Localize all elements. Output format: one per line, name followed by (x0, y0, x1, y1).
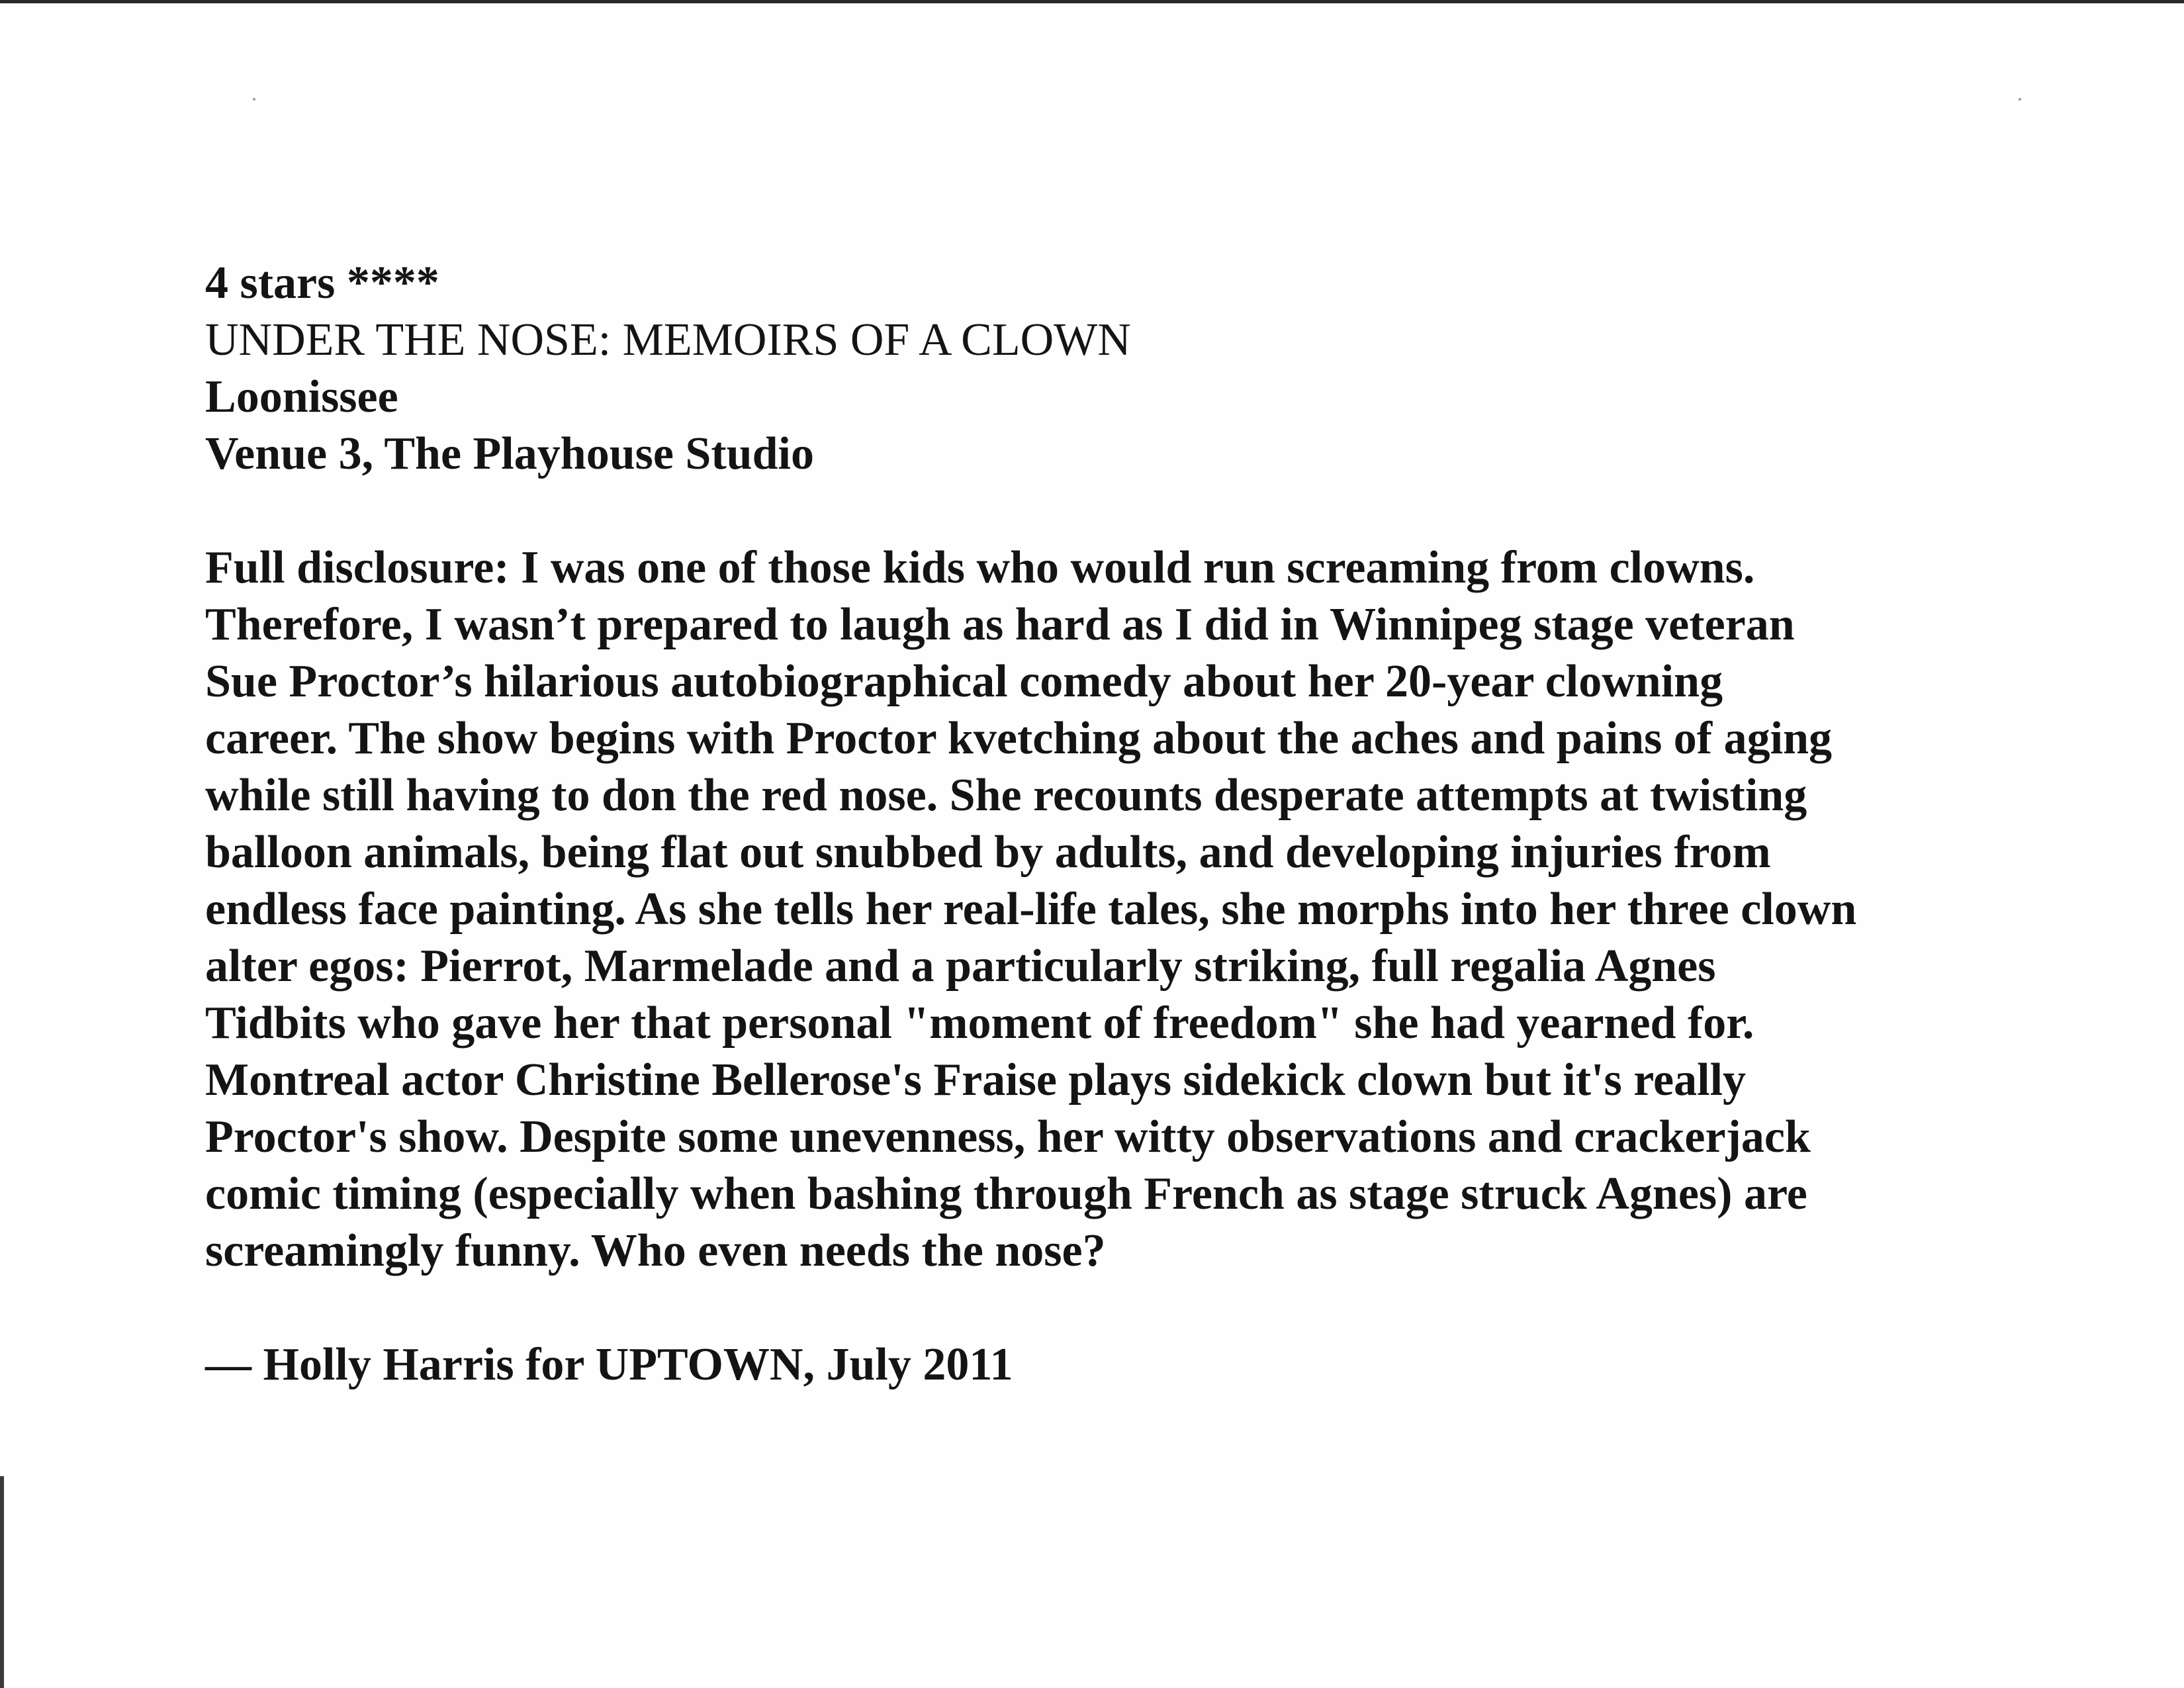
body-line: comic timing (especially when bashing through French as stage struck Agnes) are (205, 1168, 1807, 1219)
body-line: Therefore, I wasn’t prepared to laugh as hard as I did in Winnipeg stage veteran (205, 599, 1795, 650)
body-line: while still having to don the red nose. She recounts desperate attempts at twisting (205, 770, 1807, 821)
body-line: Sue Proctor’s hilarious autobiographical comedy about her 20-year clowning (205, 656, 1723, 707)
body-line: Montreal actor Christine Bellerose's Fraise plays sidekick clown but it's really (205, 1055, 1747, 1105)
scan-top-edge (0, 0, 2184, 3)
body-line: screamingly funny. Who even needs the nose? (205, 1225, 1106, 1276)
venue-line: Venue 3, The Playhouse Studio (205, 428, 814, 479)
show-title: UNDER THE NOSE: MEMOIRS OF A CLOWN (205, 314, 1131, 365)
body-line: Proctor's show. Despite some unevenness, her witty observations and crackerjack (205, 1111, 1811, 1162)
body-line: Tidbits who gave her that personal "moment of freedom" she had yearned for. (205, 998, 1754, 1049)
body-line: Full disclosure: I was one of those kids who would run screaming from clowns. (205, 542, 1755, 593)
scan-speck (2019, 98, 2021, 101)
body-line: alter egos: Pierrot, Marmelade and a particularly striking, full regalia Agnes (205, 941, 1716, 992)
body-line: career. The show begins with Proctor kvetching about the aches and pains of aging (205, 713, 1832, 764)
rating-line: 4 stars **** (205, 258, 439, 308)
body-line: balloon animals, being flat out snubbed by adults, and developing injuries from (205, 827, 1771, 878)
byline: — Holly Harris for UPTOWN, July 2011 (205, 1339, 1013, 1390)
review-content (205, 255, 2025, 1393)
review-body (205, 539, 2025, 1280)
body-line: endless face painting. As she tells her real-life tales, she morphs into her three clown (205, 884, 1857, 935)
scan-left-edge (0, 1476, 4, 1688)
company-name: Loonissee (205, 371, 398, 422)
scan-speck (253, 98, 255, 101)
